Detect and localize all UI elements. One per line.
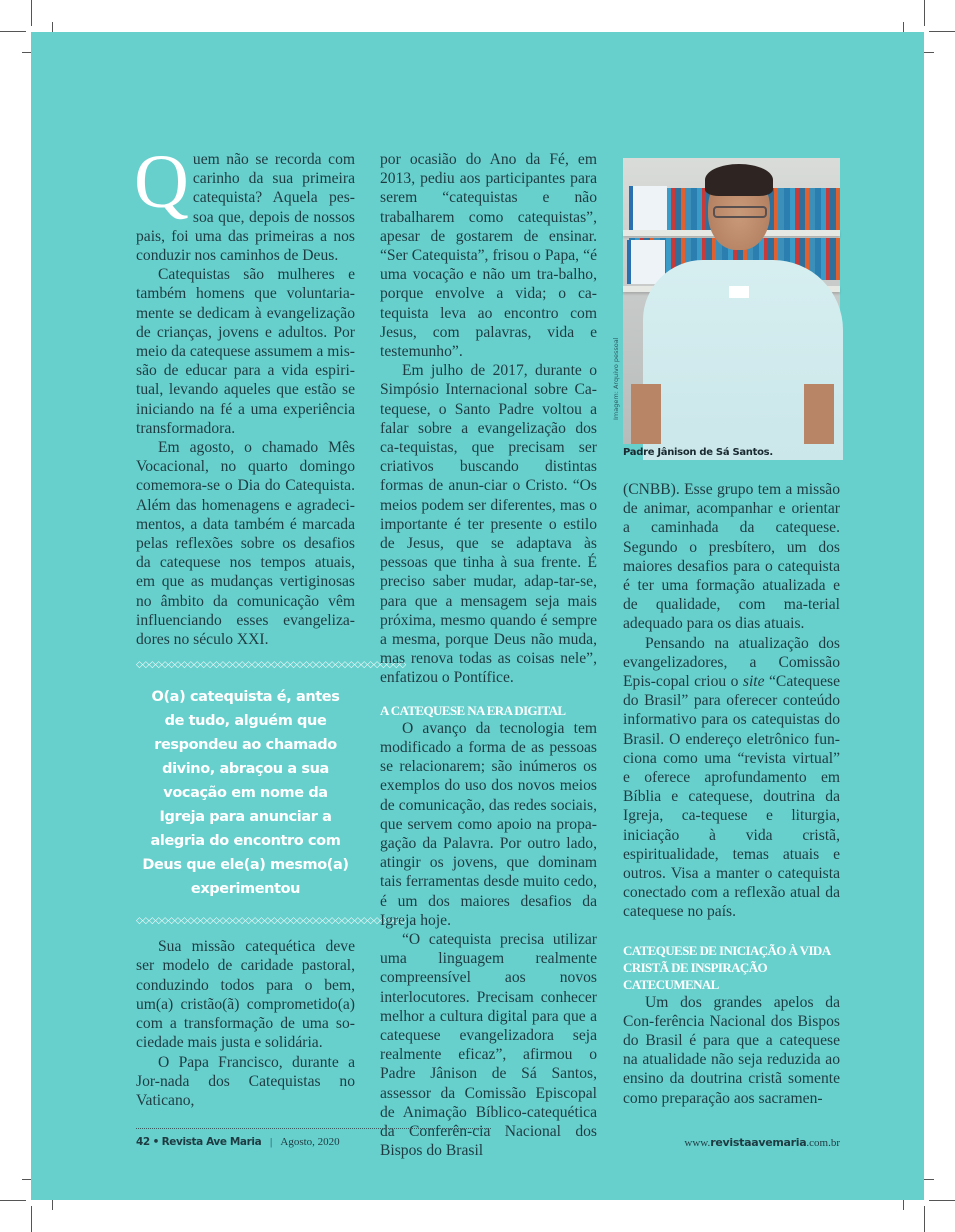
bullet: • [152, 1136, 159, 1148]
issue-date: Agosto, 2020 [280, 1136, 340, 1148]
magazine-name: Revista Ave Maria [161, 1136, 262, 1148]
paragraph: Pensando na atualização dos evangelizadores, a Comissão Epis-copal criou o site “Catequese do Brasil” para oferecer conteúdo informativo para os catequistas do Brasil. O endereço eletrônico fun-ciona como uma “revista virtual” e oferece aprofundamento em Bíblia e catequese, doutrina da Igreja, ca-tequese e liturgia, iniciação à vida cristã, espiritualidade, temas atuais e outros. Visa a manter o catequista conectado com a reflexão atual da catequese no país. [623, 634, 841, 921]
book-cover [629, 186, 667, 230]
diamond-rule: ◇◇◇◇◇◇◇◇◇◇◇◇◇◇◇◇◇◇◇◇◇◇◇◇◇◇◇◇◇◇◇◇◇◇◇◇◇◇◇◇◇◇ [136, 916, 406, 927]
article-column-3 [623, 480, 840, 1108]
page-number: 42 [136, 1136, 150, 1148]
crop-mark [924, 0, 925, 26]
crop-mark [0, 1200, 26, 1201]
section-heading: CATEQUESE DE INICIAÇÃO À VIDA CRISTÃ DE INSPIRAÇÃO CATECUMENAL [623, 942, 830, 992]
hair [705, 164, 773, 196]
crop-mark [929, 1200, 955, 1201]
arm [631, 384, 661, 444]
paragraph: Sua missão catequética deve ser modelo de caridade pastoral, conduzindo todos para o bem, um(a) cristão(ã) comprometido(a) com a transformação de uma so-ciedade mais justa e solidária. [136, 938, 355, 1052]
drop-cap: Q [134, 140, 189, 224]
paragraph: “O catequista precisa utilizar uma linguagem realmente compreensível aos novos interlocutores. Precisam conhecer melhor a cultura digital para que a catequese evangelizadora seja realmente eficaz”, afirmou o Padre Jânison de Sá Santos, assessor da Comissão Episcopal de Animação Bíblico-catequética da Conferên-cia Nacional dos Bispos do Brasil [380, 930, 597, 1160]
crop-mark [924, 1206, 925, 1232]
paragraph: O avanço da tecnologia tem modificado a forma de as pessoas se relacionarem; são inúmeros os exemplos do uso dos novos meios de comunicação, das redes sociais, que servem como apoio na propa-gação da Palavra. Por outro lado, atingir os jovens, que dominam tais ferramentas desde muito cedo, é um dos maiores desafios da Igreja hoje. [380, 719, 597, 929]
paragraph: Um dos grandes apelos da Con-ferência Nacional dos Bispos do Brasil é para que a catequese na atualidade não seja reduzida ao ensino da doutrina cristã somente como preparação aos sacramen- [623, 993, 840, 1107]
crop-mark [31, 0, 32, 26]
crop-mark [929, 31, 955, 32]
pull-quote: O(a) catequista é, antes de tudo, alguém que respondeu ao chamado divino, abraçou a sua vocação em nome da Igreja para anunciar a alegria do encontro com Deus que ele(a) mesmo(a) experimentou [142, 689, 349, 898]
portrait-photo [623, 158, 840, 444]
website-url[interactable]: www.revistaavemaria.com.br [684, 1136, 840, 1149]
section-heading: A CATEQUESE NA ERA DIGITAL [380, 702, 566, 718]
article-column-2 [380, 150, 597, 1160]
paragraph: Catequistas são mulheres e também homens que voluntaria-mente se dedicam à evangelização de crianças, jovens e adultos. Por meio da catequese assumem a mis-são de educar para a vida espiri-tual, levando aqueles que estão se iniciando na fé a uma experiência transformadora. [136, 266, 355, 437]
footer-divider [136, 1128, 491, 1129]
photo-caption: Padre Jânison de Sá Santos. [623, 447, 773, 458]
paragraph: Em agosto, o chamado Mês Vocacional, no quarto domingo comemora-se o Dia do Catequista. Além das homenagens e agradeci-mentos, a data também é marcada pelas reflexões sobre os desafios da catequese nos tempos atuais, em que as mudanças vertiginosas no âmbito da comunicação vêm influenciando esses evangeliza-dores no século XXI. [136, 439, 355, 649]
article-column-1 [134, 140, 406, 1110]
footer-folio [136, 1136, 340, 1148]
paragraph: Em julho de 2017, durante o Simpósio Internacional sobre Ca-tequese, o Santo Padre voltou a falar sobre a evangelização dos ca-tequistas, que precisam ser criativos buscando distintas formas de anun-ciar o Cristo. “Os meios podem ser diferentes, mas o importante é ter presente o estilo de Jesus, que se adaptava às pessoas que tinha à sua frente. É preciso saber mudar, adap-tar-se, para que a mensagem seja mais próxima, mesmo quando é sempre a mesma, porque Deus não muda, mas renova todas as coisas nele”, enfatizou o Pontífice. [380, 362, 597, 687]
paragraph: (CNBB). Esse grupo tem a missão de animar, acompanhar e orientar a caminhada da catequese. Segundo o presbítero, um dos maiores desafios para o catequista é ter uma formação atualizada e de qualidade, com ma-terial adequado para os dias atuais. [623, 481, 840, 633]
clerical-collar [729, 286, 749, 298]
arm [804, 384, 834, 444]
diamond-rule: ◇◇◇◇◇◇◇◇◇◇◇◇◇◇◇◇◇◇◇◇◇◇◇◇◇◇◇◇◇◇◇◇◇◇◇◇◇◇◇◇◇◇ [136, 660, 406, 671]
opening-paragraph: Quem não se recorda com carinho da sua primeira catequista? Aquela pes-soa que, depois de nossos pais, foi uma das primeiras a nos conduzir nos caminhos de Deus. [134, 140, 355, 265]
paragraph: O Papa Francisco, durante a Jor-nada dos Catequistas no Vaticano, [136, 1053, 355, 1109]
crop-mark [31, 1206, 32, 1232]
photo-credit: Imagem: Arquivo pessoal [612, 337, 620, 420]
glasses [713, 206, 767, 218]
paragraph: por ocasião do Ano da Fé, em 2013, pediu aos participantes para serem “catequistas e não trabalharem como catequistas”, apesar de gostarem de ensinar. “Ser Catequista”, frisou o Papa, “é uma vocação e não um tra-balho, porque envolve a vida; o ca-tequista leva ao encontro com Jesus, com palavras, vida e testemunho”. [380, 151, 597, 361]
separator: | [270, 1136, 273, 1148]
crop-mark [0, 31, 26, 32]
